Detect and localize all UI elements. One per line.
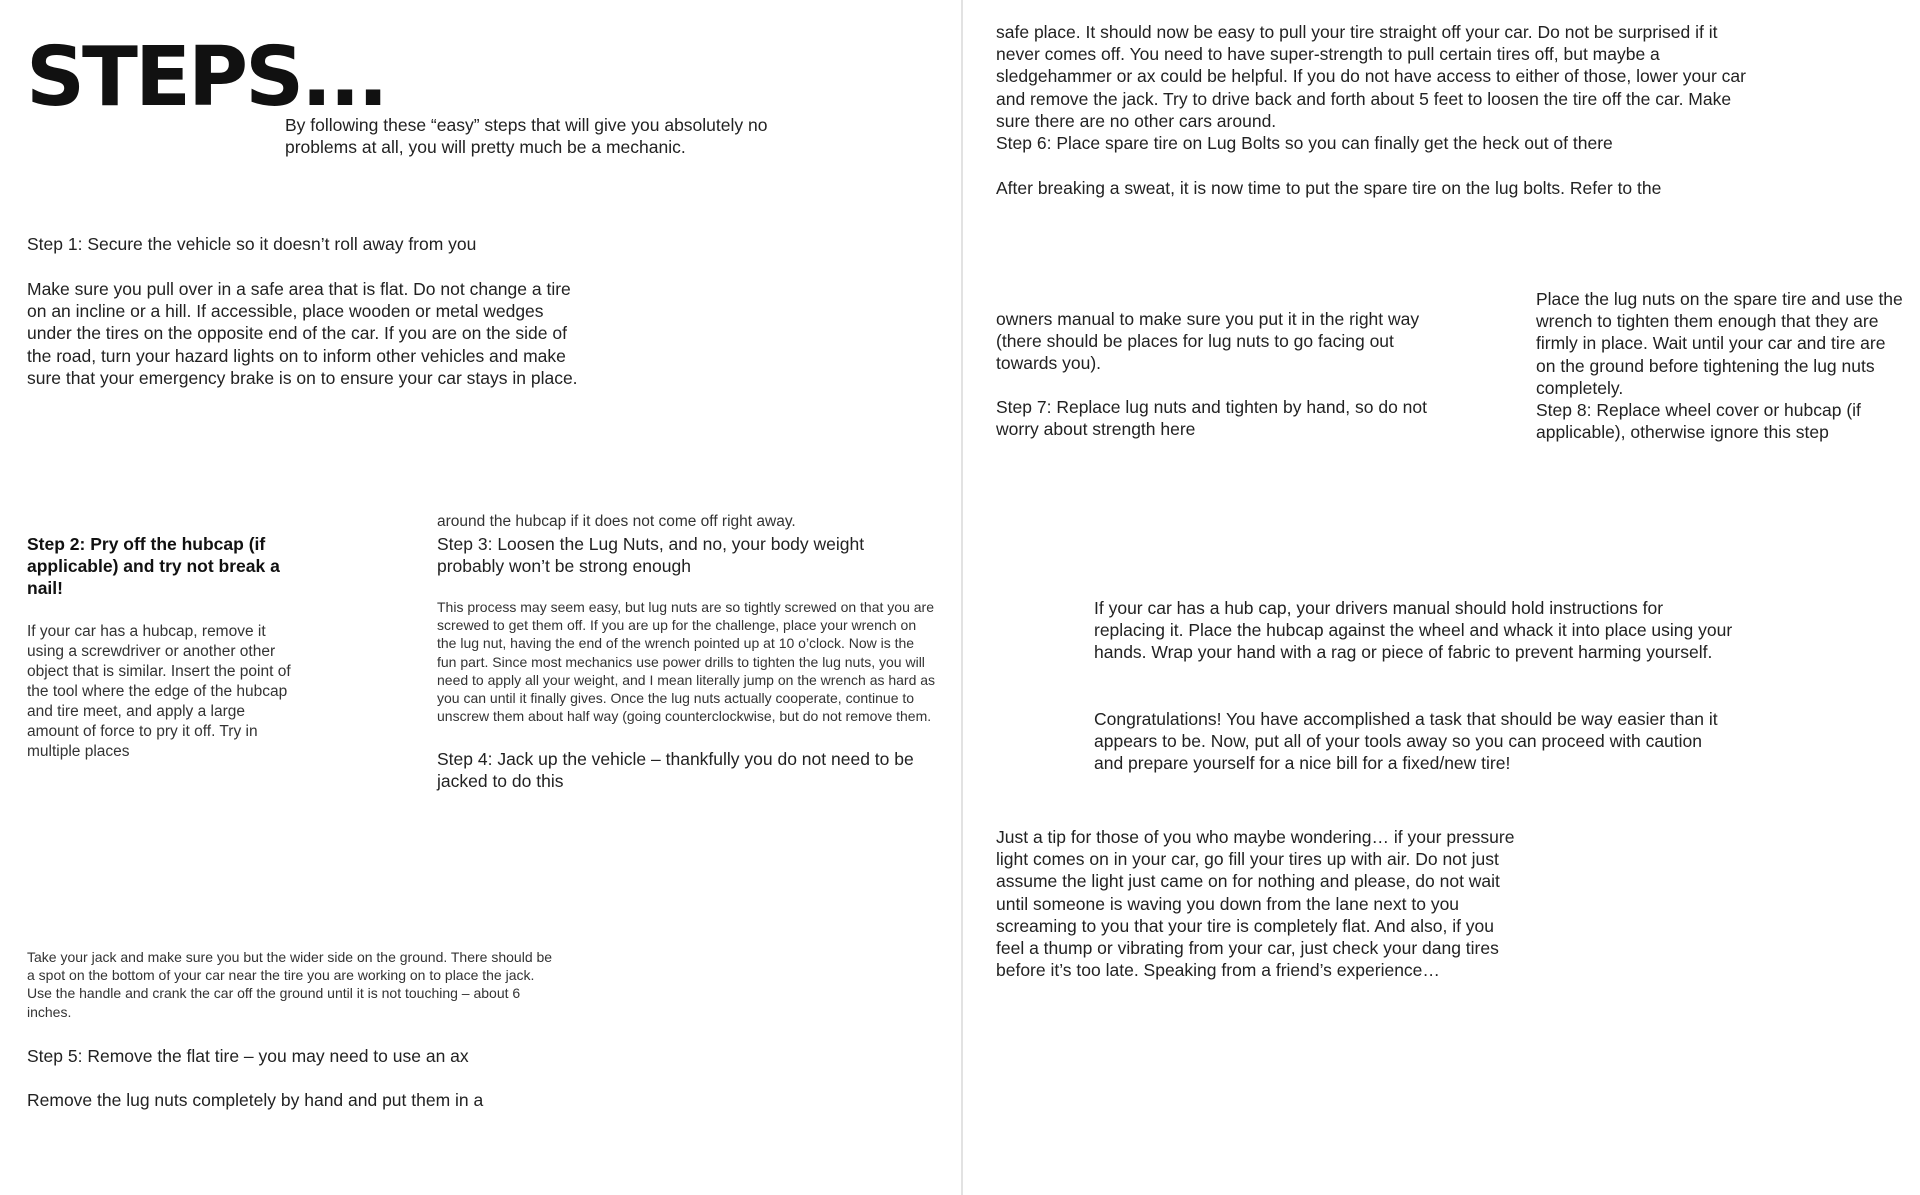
step1-body: Make sure you pull over in a safe area that is flat. Do not change a tire on an incline or a hill. If accessible, place wooden or metal wedges under the tires on the opposite end of the car. If you are on the side of the road, turn your hazard lights on to inform other vehicles and make sure that your emergency brake is on to ensure your car stays in place. bbox=[27, 279, 578, 388]
page-title: STEPS... bbox=[26, 30, 386, 125]
step2-continued: around the hubcap if it does not come off right away. bbox=[437, 513, 796, 530]
step5-continued: safe place. It should now be easy to pull your tire straight off your car. Do not be surprised if it never comes off. You need to have super-strength to pull certain tires off, but maybe a sledgehammer or ax could be helpful. If you do not have access to either of those, lower your car and remove the jack. Try to drive back and forth about 5 feet to loosen the tire off the car. Make sure there are no other cars around. bbox=[996, 22, 1746, 131]
step8-heading: Step 8: Replace wheel cover or hubcap (if applicable), otherwise ignore this step bbox=[1536, 400, 1861, 443]
step4-heading: Step 4: Jack up the vehicle – thankfully you do not need to be jacked to do this bbox=[437, 749, 914, 792]
step8-body: If your car has a hub cap, your drivers manual should hold instructions for replacing it. Place the hubcap against the wheel and whack it into place using your hands. Wrap your hand with a rag or piece of fabric to prevent harming yourself. bbox=[1094, 598, 1733, 663]
step1-heading: Step 1: Secure the vehicle so it doesn’t roll away from you bbox=[27, 234, 477, 254]
step4-body: Take your jack and make sure you but the wider side on the ground. There should be a spot on the bottom of your car near the tire you are working on to place the jack. Use the handle and crank the car off the ground until it is not touching – about 6 inches. bbox=[27, 949, 553, 1020]
step6-body: After breaking a sweat, it is now time to put the spare tire on the lug bolts. Refer to the bbox=[996, 178, 1662, 198]
step3-heading: Step 3: Loosen the Lug Nuts, and no, your body weight probably won’t be strong enough bbox=[437, 534, 865, 577]
intro-paragraph: By following these “easy” steps that will give you absolutely no problems at all, you will pretty much be a mechanic. bbox=[285, 115, 768, 158]
step5-body: Remove the lug nuts completely by hand and put them in a bbox=[27, 1090, 484, 1110]
step6-heading: Step 6: Place spare tire on Lug Bolts so you can finally get the heck out of there bbox=[996, 133, 1613, 153]
step7-heading: Step 7: Replace lug nuts and tighten by hand, so do not worry about strength here bbox=[996, 397, 1428, 440]
page-spread-divider bbox=[961, 0, 963, 1195]
step2-body: If your car has a hubcap, remove it using a screwdriver or another other object that is similar. Insert the point of the tool where the edge of the hubcap and tire meet, and apply a large amount of force to pry it off. Try in multiple places bbox=[27, 623, 291, 760]
tip-paragraph: Just a tip for those of you who maybe wondering… if your pressure light comes on in your car, go fill your tires up with air. Do not just assume the light just came on for nothing and please, do not wait until someone is waving you down from the lane next to you screaming to you that your tire is completely flat. And also, if you feel a thump or vibrating from your car, just check your dang tires before it’s too late. Speaking from a friend’s experience… bbox=[996, 827, 1515, 981]
step5-heading: Step 5: Remove the flat tire – you may need to use an ax bbox=[27, 1046, 469, 1066]
step3-body: This process may seem easy, but lug nuts are so tightly screwed on that you are screwed to get them off. If you are up for the challenge, place your wrench on the lug nut, having the end of the wrench pointed up at 10 o’clock. Now is the fun part. Since most mechanics use power drills to tighten the lug nuts, you will need to apply all your weight, and I mean literally jump on the wrench as hard as you can until it finally gives. Once the lug nuts actually cooperate, continue to unscrew them about half way (going counterclockwise, but do not remove them. bbox=[437, 599, 936, 725]
congratulations-paragraph: Congratulations! You have accomplished a task that should be way easier than it appears to be. Now, put all of your tools away so you can proceed with caution and prepare yourself for a nice bill for a fixed/new tire! bbox=[1094, 709, 1718, 774]
step2-heading: Step 2: Pry off the hubcap (if applicable) and try not break a nail! bbox=[27, 534, 280, 599]
step7-body: Place the lug nuts on the spare tire and use the wrench to tighten them enough that they are firmly in place. Wait until your car and tire are on the ground before tightening the lug nuts completely. bbox=[1536, 289, 1903, 398]
step6-continued: owners manual to make sure you put it in the right way (there should be places for lug nuts to go facing out towards you). bbox=[996, 309, 1420, 374]
